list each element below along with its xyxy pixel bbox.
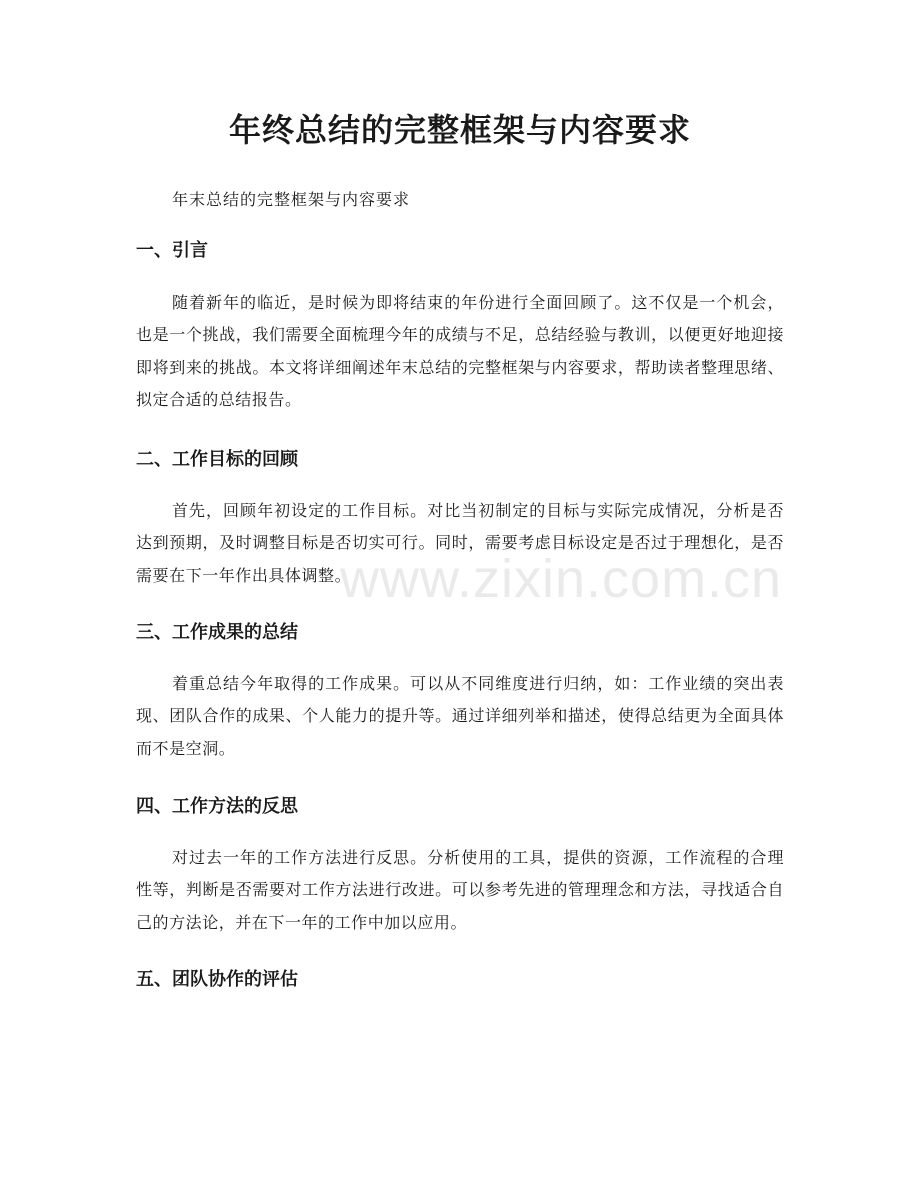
section-heading-team-evaluation: 五、团队协作的评估	[136, 969, 298, 990]
section-heading-goal-review: 二、工作目标的回顾	[136, 449, 298, 470]
section-paragraph-goal-review: 首先，回顾年初设定的工作目标。对比当初制定的目标与实际完成情况，分析是否达到预期，及时调整目标是否切实可行。同时，需要考虑目标设定是否过于理想化，是否需要在下一年作出具体调整。	[136, 501, 784, 585]
section-heading-results-summary: 三、工作成果的总结	[136, 622, 298, 643]
section-paragraph-method-reflection: 对过去一年的工作方法进行反思。分析使用的工具，提供的资源，工作流程的合理性等，判断是否需要对工作方法进行改进。可以参考先进的管理理念和方法，寻找适合自己的方法论，并在下一年的工作中加以应用。	[136, 848, 784, 932]
document-subtitle: 年末总结的完整框架与内容要求	[172, 190, 411, 209]
document-title: 年终总结的完整框架与内容要求	[228, 111, 691, 149]
section-heading-method-reflection: 四、工作方法的反思	[136, 796, 298, 817]
section-heading-introduction: 一、引言	[136, 240, 208, 261]
section-paragraph-introduction: 随着新年的临近，是时候为即将结束的年份进行全面回顾了。这不仅是一个机会，也是一个挑战，我们需要全面梳理今年的成绩与不足，总结经验与教训，以便更好地迎接即将到来的挑战。本文将详细阐述年末总结的完整框架与内容要求，帮助读者整理思绪、拟定合适的总结报告。	[136, 293, 784, 409]
section-paragraph-results-summary: 着重总结今年取得的工作成果。可以从不同维度进行归纳，如：工作业绩的突出表现、团队合作的成果、个人能力的提升等。通过详细列举和描述，使得总结更为全面具体而不是空洞。	[136, 674, 784, 758]
watermark: www.zixin.com.cn	[340, 549, 783, 609]
